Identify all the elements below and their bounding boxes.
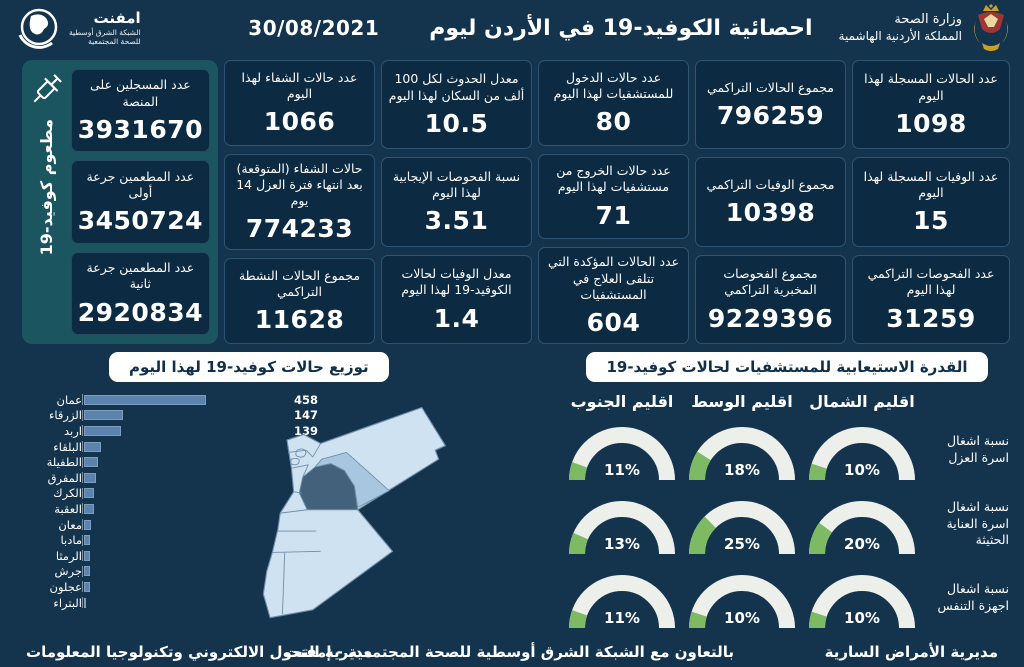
amfnet-logo-block bbox=[16, 5, 141, 51]
stat-card-label: عدد حالات الدخول للمستشفيات لهذا اليوم bbox=[553, 69, 674, 101]
jordan-map bbox=[236, 394, 466, 630]
stat-card-value: 3.51 bbox=[424, 206, 489, 236]
kingdom-name: المملكة الأردنية الهاشمية bbox=[838, 28, 962, 43]
gauge-cell bbox=[683, 561, 801, 635]
page-title: احصائية الكوفيد-19 في الأردن ليوم bbox=[429, 15, 813, 41]
stat-card-grid bbox=[224, 60, 1010, 344]
stat-card-value: 10398 bbox=[725, 198, 816, 228]
vaccination-card-value: 2920834 bbox=[77, 297, 203, 327]
stat-card bbox=[852, 157, 1010, 246]
bar-category-label: العقبة bbox=[54, 501, 82, 516]
stat-card-value: 1098 bbox=[895, 108, 967, 138]
gauge-cell bbox=[563, 487, 681, 561]
stat-column bbox=[381, 60, 532, 344]
gauge-cell bbox=[683, 487, 801, 561]
vaccination-card bbox=[71, 69, 210, 152]
gauge-chart bbox=[806, 491, 918, 561]
vaccination-card bbox=[71, 252, 210, 335]
stat-card bbox=[224, 60, 375, 146]
bar-category-label: مادبا bbox=[60, 533, 82, 548]
capacity-title: القدرة الاستيعابية للمستشفيات لحالات كوفيد-19 bbox=[586, 352, 987, 382]
stat-card-label: معدل الحدوث لكل 100 ألف من السكان لهذا اليوم bbox=[388, 71, 525, 103]
gauge-value: 10% bbox=[844, 461, 880, 479]
vaccination-card-value: 3931670 bbox=[77, 114, 203, 144]
stat-card bbox=[695, 255, 846, 344]
gauge-value: 10% bbox=[724, 609, 760, 627]
stat-card-label: عدد حالات الشفاء لهذا اليوم bbox=[241, 69, 358, 101]
gauge-chart bbox=[566, 565, 678, 635]
gauge-value: 11% bbox=[604, 609, 640, 627]
bar bbox=[84, 535, 90, 545]
bar bbox=[84, 426, 121, 436]
stat-card bbox=[381, 157, 532, 246]
footer-left: مديرية التحول الالكتروني وتكنولوجيا المعلومات bbox=[26, 643, 373, 661]
stat-card bbox=[852, 60, 1010, 149]
vaccination-card-label: عدد المسجلين على المنصة bbox=[90, 77, 191, 109]
vaccination-card-label: عدد المطعمين جرعة أولى bbox=[86, 168, 195, 200]
stat-card bbox=[695, 157, 846, 246]
distribution-title: توزيع حالات كوفيد-19 لهذا اليوم bbox=[109, 352, 389, 382]
gauge-value: 10% bbox=[844, 609, 880, 627]
gauge-value: 20% bbox=[844, 535, 880, 553]
stat-column bbox=[538, 60, 689, 344]
gauge-chart bbox=[686, 491, 798, 561]
stat-card-label: حالات الشفاء (المتوقعة) بعد انتهاء فترة العزل 14 يوم bbox=[236, 160, 363, 209]
gauge-value: 11% bbox=[604, 461, 640, 479]
gauge-cell bbox=[563, 413, 681, 487]
stat-card-label: نسبة الفحوصات الإيجابية لهذا اليوم bbox=[392, 168, 521, 200]
stat-card-label: عدد حالات الخروج من مستشفيات لهذا اليوم bbox=[556, 163, 671, 195]
footer-right: مديرية الأمراض السارية bbox=[824, 643, 998, 661]
bar-category-label: الزرقاء bbox=[48, 408, 82, 423]
gauge-region-header: اقليم الشمال bbox=[809, 392, 915, 411]
bar-category-label: الكرك bbox=[53, 486, 82, 501]
bar bbox=[84, 504, 94, 514]
gauge-cell bbox=[683, 413, 801, 487]
stat-card bbox=[852, 255, 1010, 344]
stat-column bbox=[224, 60, 375, 344]
bar bbox=[84, 598, 86, 608]
stat-card-value: 604 bbox=[586, 308, 641, 337]
stat-card-value: 80 bbox=[595, 107, 632, 137]
stat-card-value: 796259 bbox=[716, 100, 825, 130]
stat-card-label: عدد الفحوصات التراكمي لهذا اليوم bbox=[867, 266, 995, 298]
stat-card-label: مجموع الفحوصات المخبرية التراكمي bbox=[723, 266, 818, 298]
stat-card-value: 774233 bbox=[245, 214, 354, 244]
gauge-cell bbox=[563, 561, 681, 635]
bar bbox=[84, 410, 123, 420]
bar-category-label: البتراء bbox=[53, 595, 82, 610]
vaccination-card-label: عدد المطعمين جرعة ثانية bbox=[86, 260, 195, 292]
stat-card-value: 1066 bbox=[263, 107, 336, 137]
gauge-cell bbox=[803, 561, 921, 635]
vaccination-card-value: 3450724 bbox=[77, 206, 203, 236]
amfnet-name: امفنت bbox=[93, 9, 141, 28]
stat-card-value: 9229396 bbox=[707, 303, 834, 333]
bar-category-label: جرش bbox=[54, 564, 82, 579]
stat-card-label: معدل الوفيات لحالات الكوفيد-19 لهذا اليوم bbox=[401, 266, 512, 298]
vaccination-panel bbox=[22, 60, 218, 344]
stat-card bbox=[538, 154, 689, 240]
vaccination-cards bbox=[71, 69, 210, 335]
stat-card-label: مجموع الحالات التراكمي bbox=[707, 79, 834, 95]
stat-card bbox=[538, 60, 689, 146]
stat-column bbox=[695, 60, 846, 344]
stat-card-label: عدد الحالات المسجلة لهذا اليوم bbox=[864, 71, 998, 103]
gauge-row-label: نسبة اشغال اسرة العزل bbox=[947, 433, 1009, 465]
stat-card-value: 10.5 bbox=[424, 108, 489, 138]
report-date: 30/08/2021 bbox=[248, 16, 380, 40]
gauge-grid bbox=[564, 392, 1010, 635]
hospital-capacity-section bbox=[564, 352, 1010, 631]
stat-card bbox=[381, 60, 532, 149]
distribution-section bbox=[14, 352, 554, 631]
ministry-block bbox=[839, 3, 1012, 53]
vaccination-side-strip bbox=[27, 69, 67, 335]
bar bbox=[84, 566, 90, 576]
bar bbox=[84, 473, 96, 483]
gauge-cell bbox=[803, 413, 921, 487]
map-country-outline bbox=[263, 407, 445, 617]
gauge-chart bbox=[566, 417, 678, 487]
stat-card-label: مجموع الوفيات التراكمي bbox=[706, 176, 835, 192]
amfnet-globe-icon bbox=[16, 5, 62, 51]
stat-card bbox=[224, 258, 375, 344]
bar-value: 139 bbox=[293, 423, 318, 438]
gauge-cell bbox=[803, 487, 921, 561]
gauge-value: 13% bbox=[604, 535, 640, 553]
stats-section bbox=[14, 60, 1010, 344]
jordan-coat-of-arms-icon bbox=[970, 3, 1012, 53]
header bbox=[0, 0, 1024, 56]
gauge-region-header: اقليم الجنوب bbox=[570, 392, 674, 411]
stat-card bbox=[224, 154, 375, 251]
footer-center: بالتعاون مع الشبكة الشرق أوسطية للصحة المجتمعية - إمفنت bbox=[284, 643, 734, 661]
gauge-chart bbox=[566, 491, 678, 561]
bar-category-label: البلقاء bbox=[53, 439, 82, 454]
gauge-row-label: نسبة اشغال اجهزة التنفس bbox=[937, 581, 1009, 613]
bar bbox=[84, 395, 206, 405]
bar bbox=[84, 582, 90, 592]
stat-card-label: مجموع الحالات النشطة التراكمي bbox=[238, 267, 361, 300]
bar bbox=[84, 520, 91, 530]
gauge-chart bbox=[806, 417, 918, 487]
stat-card bbox=[695, 60, 846, 149]
stat-card-value: 31259 bbox=[886, 303, 976, 333]
bar-category-label: الرمثا bbox=[55, 548, 82, 563]
bar-category-label: الطفيلة bbox=[46, 455, 82, 470]
stat-card bbox=[538, 247, 689, 344]
stat-card bbox=[381, 255, 532, 344]
stat-card-value: 71 bbox=[595, 200, 632, 230]
title-block bbox=[141, 16, 839, 41]
gauge-row-label: نسبة اشغال اسرة العناية الحثيثة bbox=[946, 498, 1009, 548]
amfnet-sub1: الشبكة الشرق أوسطية bbox=[69, 28, 141, 37]
stat-card-value: 11628 bbox=[254, 305, 345, 335]
stat-card-label: عدد الحالات المؤكدة التي تتلقى العلاج في المستشفيات bbox=[547, 254, 680, 302]
bar-category-label: عجلون bbox=[49, 579, 82, 594]
amfnet-sub2: للصحة المجتمعية bbox=[88, 37, 141, 47]
vaccination-card bbox=[71, 160, 210, 243]
gauge-chart bbox=[686, 417, 798, 487]
bottom-section bbox=[14, 352, 1010, 631]
bar bbox=[84, 442, 101, 452]
gauge-region-header: اقليم الوسط bbox=[691, 392, 793, 411]
bar bbox=[84, 551, 90, 561]
gauge-chart bbox=[686, 565, 798, 635]
bar-value: 458 bbox=[293, 392, 318, 407]
stat-card-value: 1.4 bbox=[433, 303, 480, 333]
gauge-value: 18% bbox=[724, 461, 760, 479]
stat-card-label: عدد الوفيات المسجلة لهذا اليوم bbox=[863, 168, 999, 200]
bar bbox=[84, 457, 98, 467]
gauge-corner-spacer bbox=[923, 402, 1011, 404]
gauge-value: 25% bbox=[724, 535, 760, 553]
bar-category-label: معان bbox=[58, 517, 82, 532]
bar-category-label: عمان bbox=[56, 392, 82, 407]
footer bbox=[0, 643, 1024, 661]
bar-value: 147 bbox=[293, 408, 318, 423]
bar-category-label: المفرق bbox=[47, 470, 82, 485]
ministry-name: وزارة الصحة bbox=[894, 12, 962, 28]
stat-card-value: 15 bbox=[913, 206, 949, 236]
vaccination-vertical-label: مطعوم كوفيد-19 bbox=[37, 119, 57, 256]
bar-category-label: اربد bbox=[64, 423, 82, 438]
syringe-icon bbox=[27, 69, 67, 109]
gauge-chart bbox=[806, 565, 918, 635]
bar bbox=[84, 488, 94, 498]
stat-column bbox=[852, 60, 1010, 344]
